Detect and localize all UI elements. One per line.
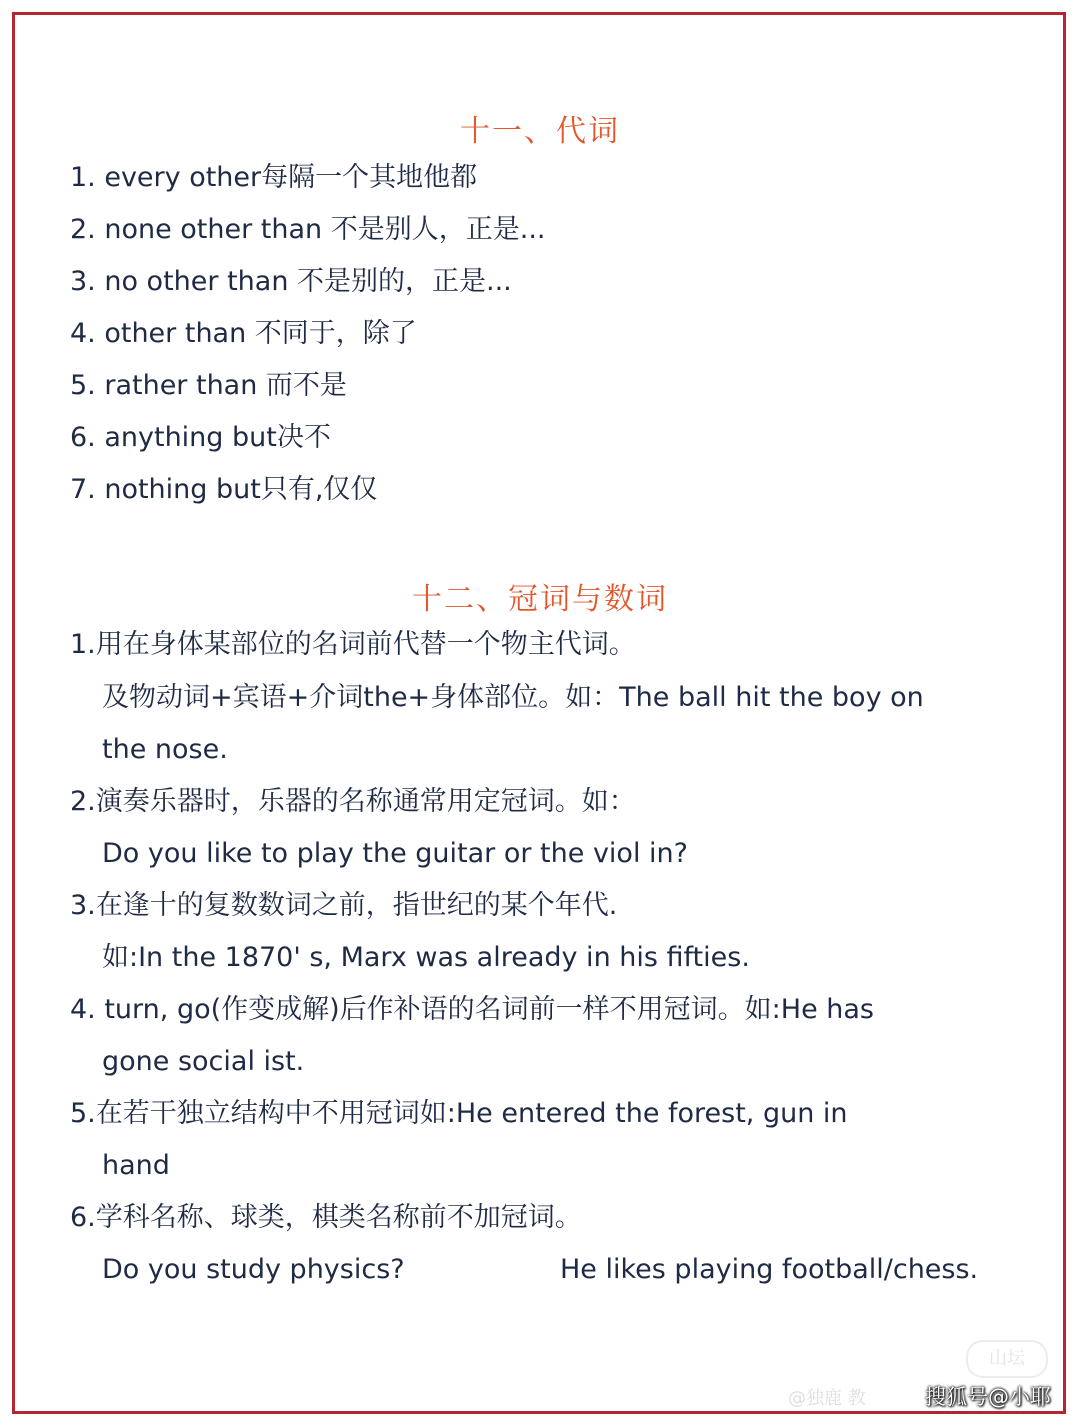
section1-item-3: 3. no other than 不是别的，正是... <box>70 266 512 297</box>
section1-item-7: 7. nothing but只有,仅仅 <box>70 474 378 505</box>
section2-rule-6: 6.学科名称、球类，棋类名称前不加冠词。 <box>70 1202 582 1233</box>
section2-rule-6-example-a: Do you study physics? <box>102 1254 405 1285</box>
section1-item-2: 2. none other than 不是别人，正是... <box>70 214 546 245</box>
section2-rule-2: 2.演奏乐器时，乐器的名称通常用定冠词。如： <box>70 786 636 817</box>
section2-rule-3: 3.在逢十的复数数词之前，指世纪的某个年代. <box>70 890 618 921</box>
section2-rule-1: 1.用在身体某部位的名词前代替一个物主代词。 <box>70 629 636 660</box>
section2-rule-6-example-b: He likes playing football/chess. <box>560 1254 979 1285</box>
section2-title: 十二、冠词与数词 <box>412 582 668 617</box>
section2-rule-1-detail: 及物动词+宾语+介词the+身体部位。如：The ball hit the boy on <box>102 682 924 713</box>
section1-title: 十一、代词 <box>460 114 620 149</box>
section1-item-4: 4. other than 不同于，除了 <box>70 318 417 349</box>
section1-item-5: 5. rather than 而不是 <box>70 370 347 401</box>
section2-rule-5: 5.在若干独立结构中不用冠词如:He entered the forest, gun in <box>70 1098 848 1129</box>
watermark-logo: 山坛 <box>966 1340 1048 1378</box>
section2-rule-3-example: 如:In the 1870' s, Marx was already in his fifties. <box>102 942 750 973</box>
section2-rule-4: 4. turn, go(作变成解)后作补语的名词前一样不用冠词。如:He has <box>70 994 874 1025</box>
section2-rule-1-detail-cont: the nose. <box>102 734 228 765</box>
watermark-faint-text: @独鹿 教 <box>788 1388 866 1409</box>
section2-rule-4-cont: gone social ist. <box>102 1046 305 1077</box>
section2-rule-5-cont: hand <box>102 1150 170 1181</box>
section2-rule-2-example: Do you like to play the guitar or the viol in? <box>102 838 688 869</box>
section1-item-1: 1. every other每隔一个其地他都 <box>70 162 478 193</box>
section1-item-6: 6. anything but决不 <box>70 422 331 453</box>
sohu-watermark: 搜狐号@小耶 <box>925 1385 1051 1409</box>
